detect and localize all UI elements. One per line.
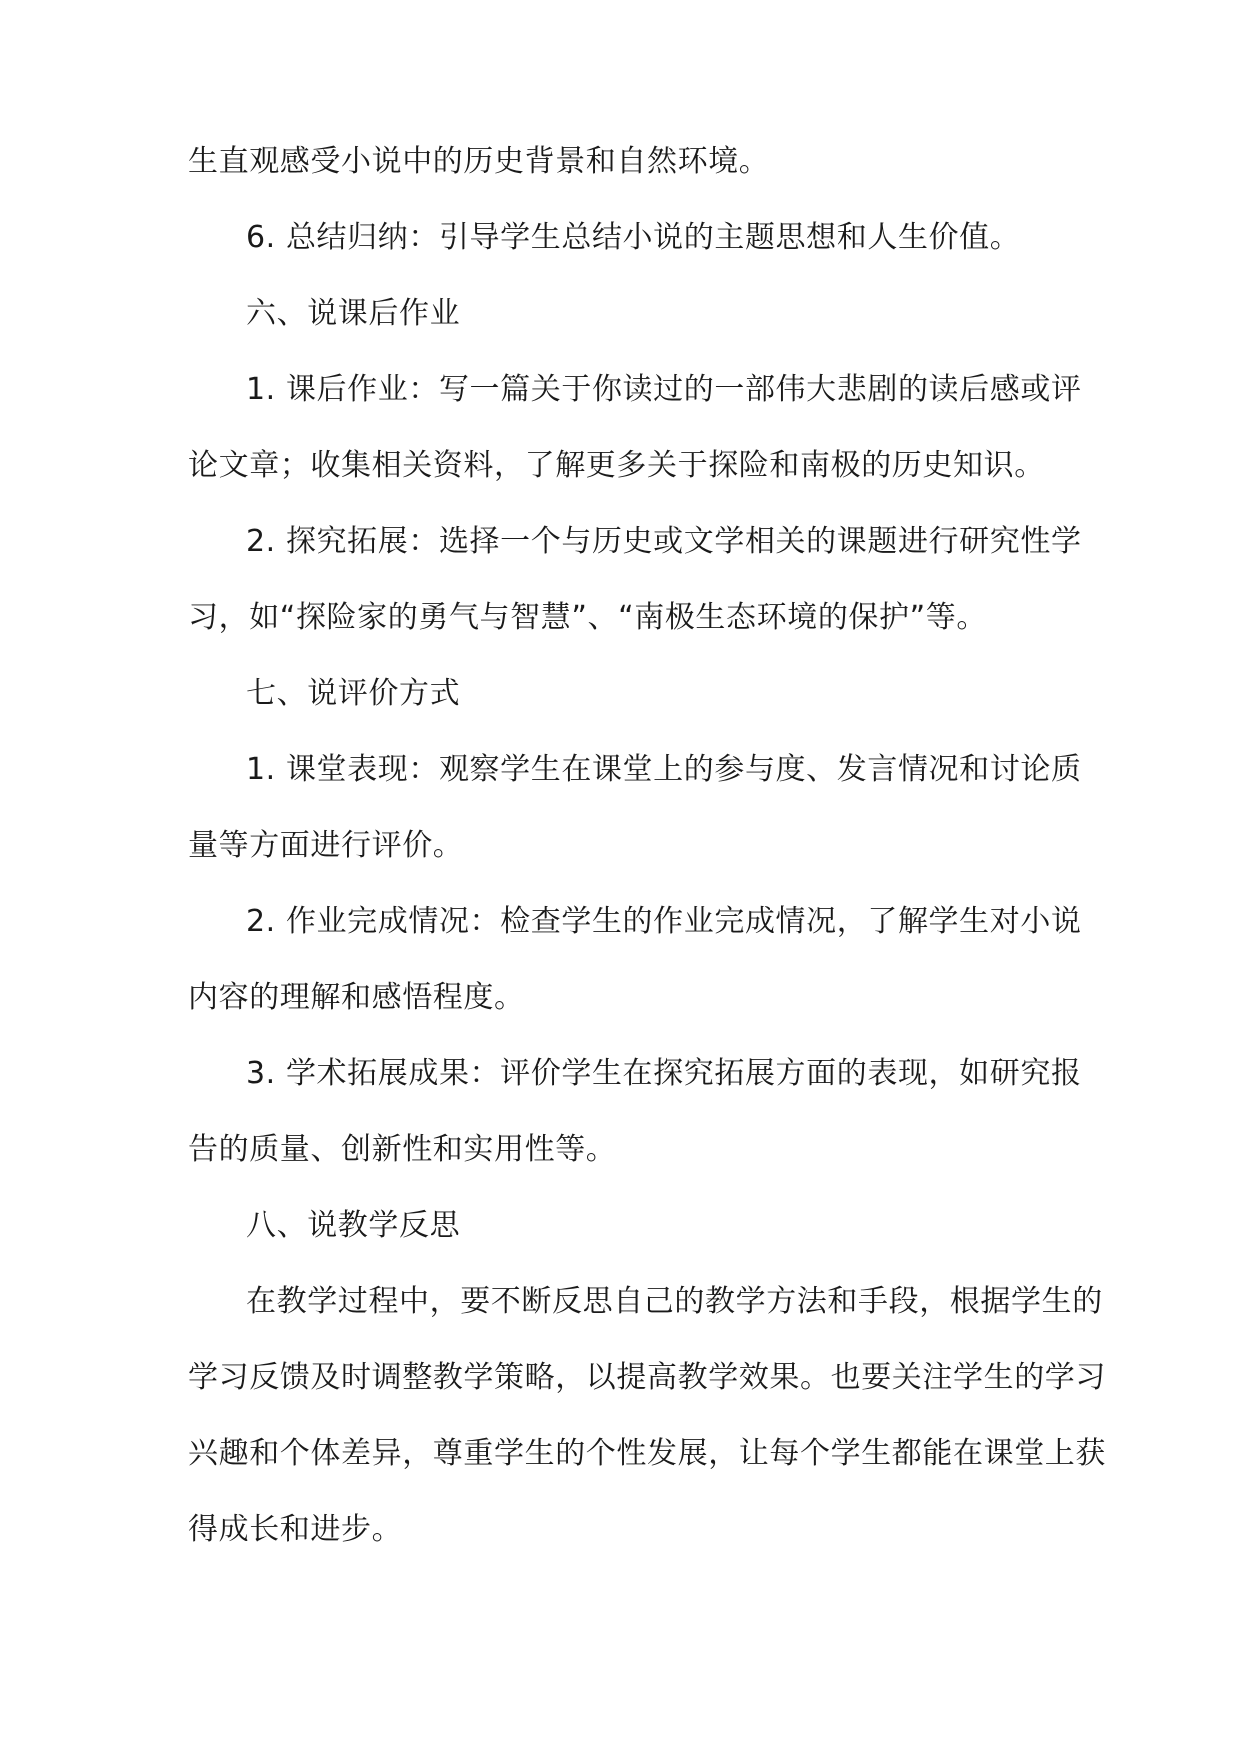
list-item-continuation: 告的质量、创新性和实用性等。 xyxy=(188,1132,617,1167)
paragraph-line: 得成长和进步。 xyxy=(188,1512,403,1547)
section-heading: 八、说教学反思 xyxy=(246,1208,461,1243)
paragraph-line: 兴趣和个体差异，尊重学生的个性发展，让每个学生都能在课堂上获 xyxy=(188,1436,1106,1471)
list-item-continuation: 习，如“探险家的勇气与智慧”、“南极生态环境的保护”等。 xyxy=(188,600,987,635)
list-item: 2. 作业完成情况：检查学生的作业完成情况，了解学生对小说 xyxy=(246,904,1082,939)
section-heading: 七、说评价方式 xyxy=(246,676,461,711)
list-item-continuation: 论文章；收集相关资料，了解更多关于探险和南极的历史知识。 xyxy=(188,448,1045,483)
list-item: 1. 课后作业：写一篇关于你读过的一部伟大悲剧的读后感或评 xyxy=(246,372,1082,407)
paragraph-line: 在教学过程中，要不断反思自己的教学方法和手段，根据学生的 xyxy=(246,1284,1103,1319)
paragraph-line: 学习反馈及时调整教学策略，以提高教学效果。也要关注学生的学习 xyxy=(188,1360,1106,1395)
list-item-continuation: 量等方面进行评价。 xyxy=(188,828,464,863)
section-heading: 六、说课后作业 xyxy=(246,296,461,331)
list-item-continuation: 内容的理解和感悟程度。 xyxy=(188,980,525,1015)
list-item: 6. 总结归纳：引导学生总结小说的主题思想和人生价值。 xyxy=(246,220,1021,255)
continuation-line: 生直观感受小说中的历史背景和自然环境。 xyxy=(188,144,770,179)
list-item: 2. 探究拓展：选择一个与历史或文学相关的课题进行研究性学 xyxy=(246,524,1082,559)
list-item: 3. 学术拓展成果：评价学生在探究拓展方面的表现，如研究报 xyxy=(246,1056,1082,1091)
list-item: 1. 课堂表现：观察学生在课堂上的参与度、发言情况和讨论质 xyxy=(246,752,1082,787)
